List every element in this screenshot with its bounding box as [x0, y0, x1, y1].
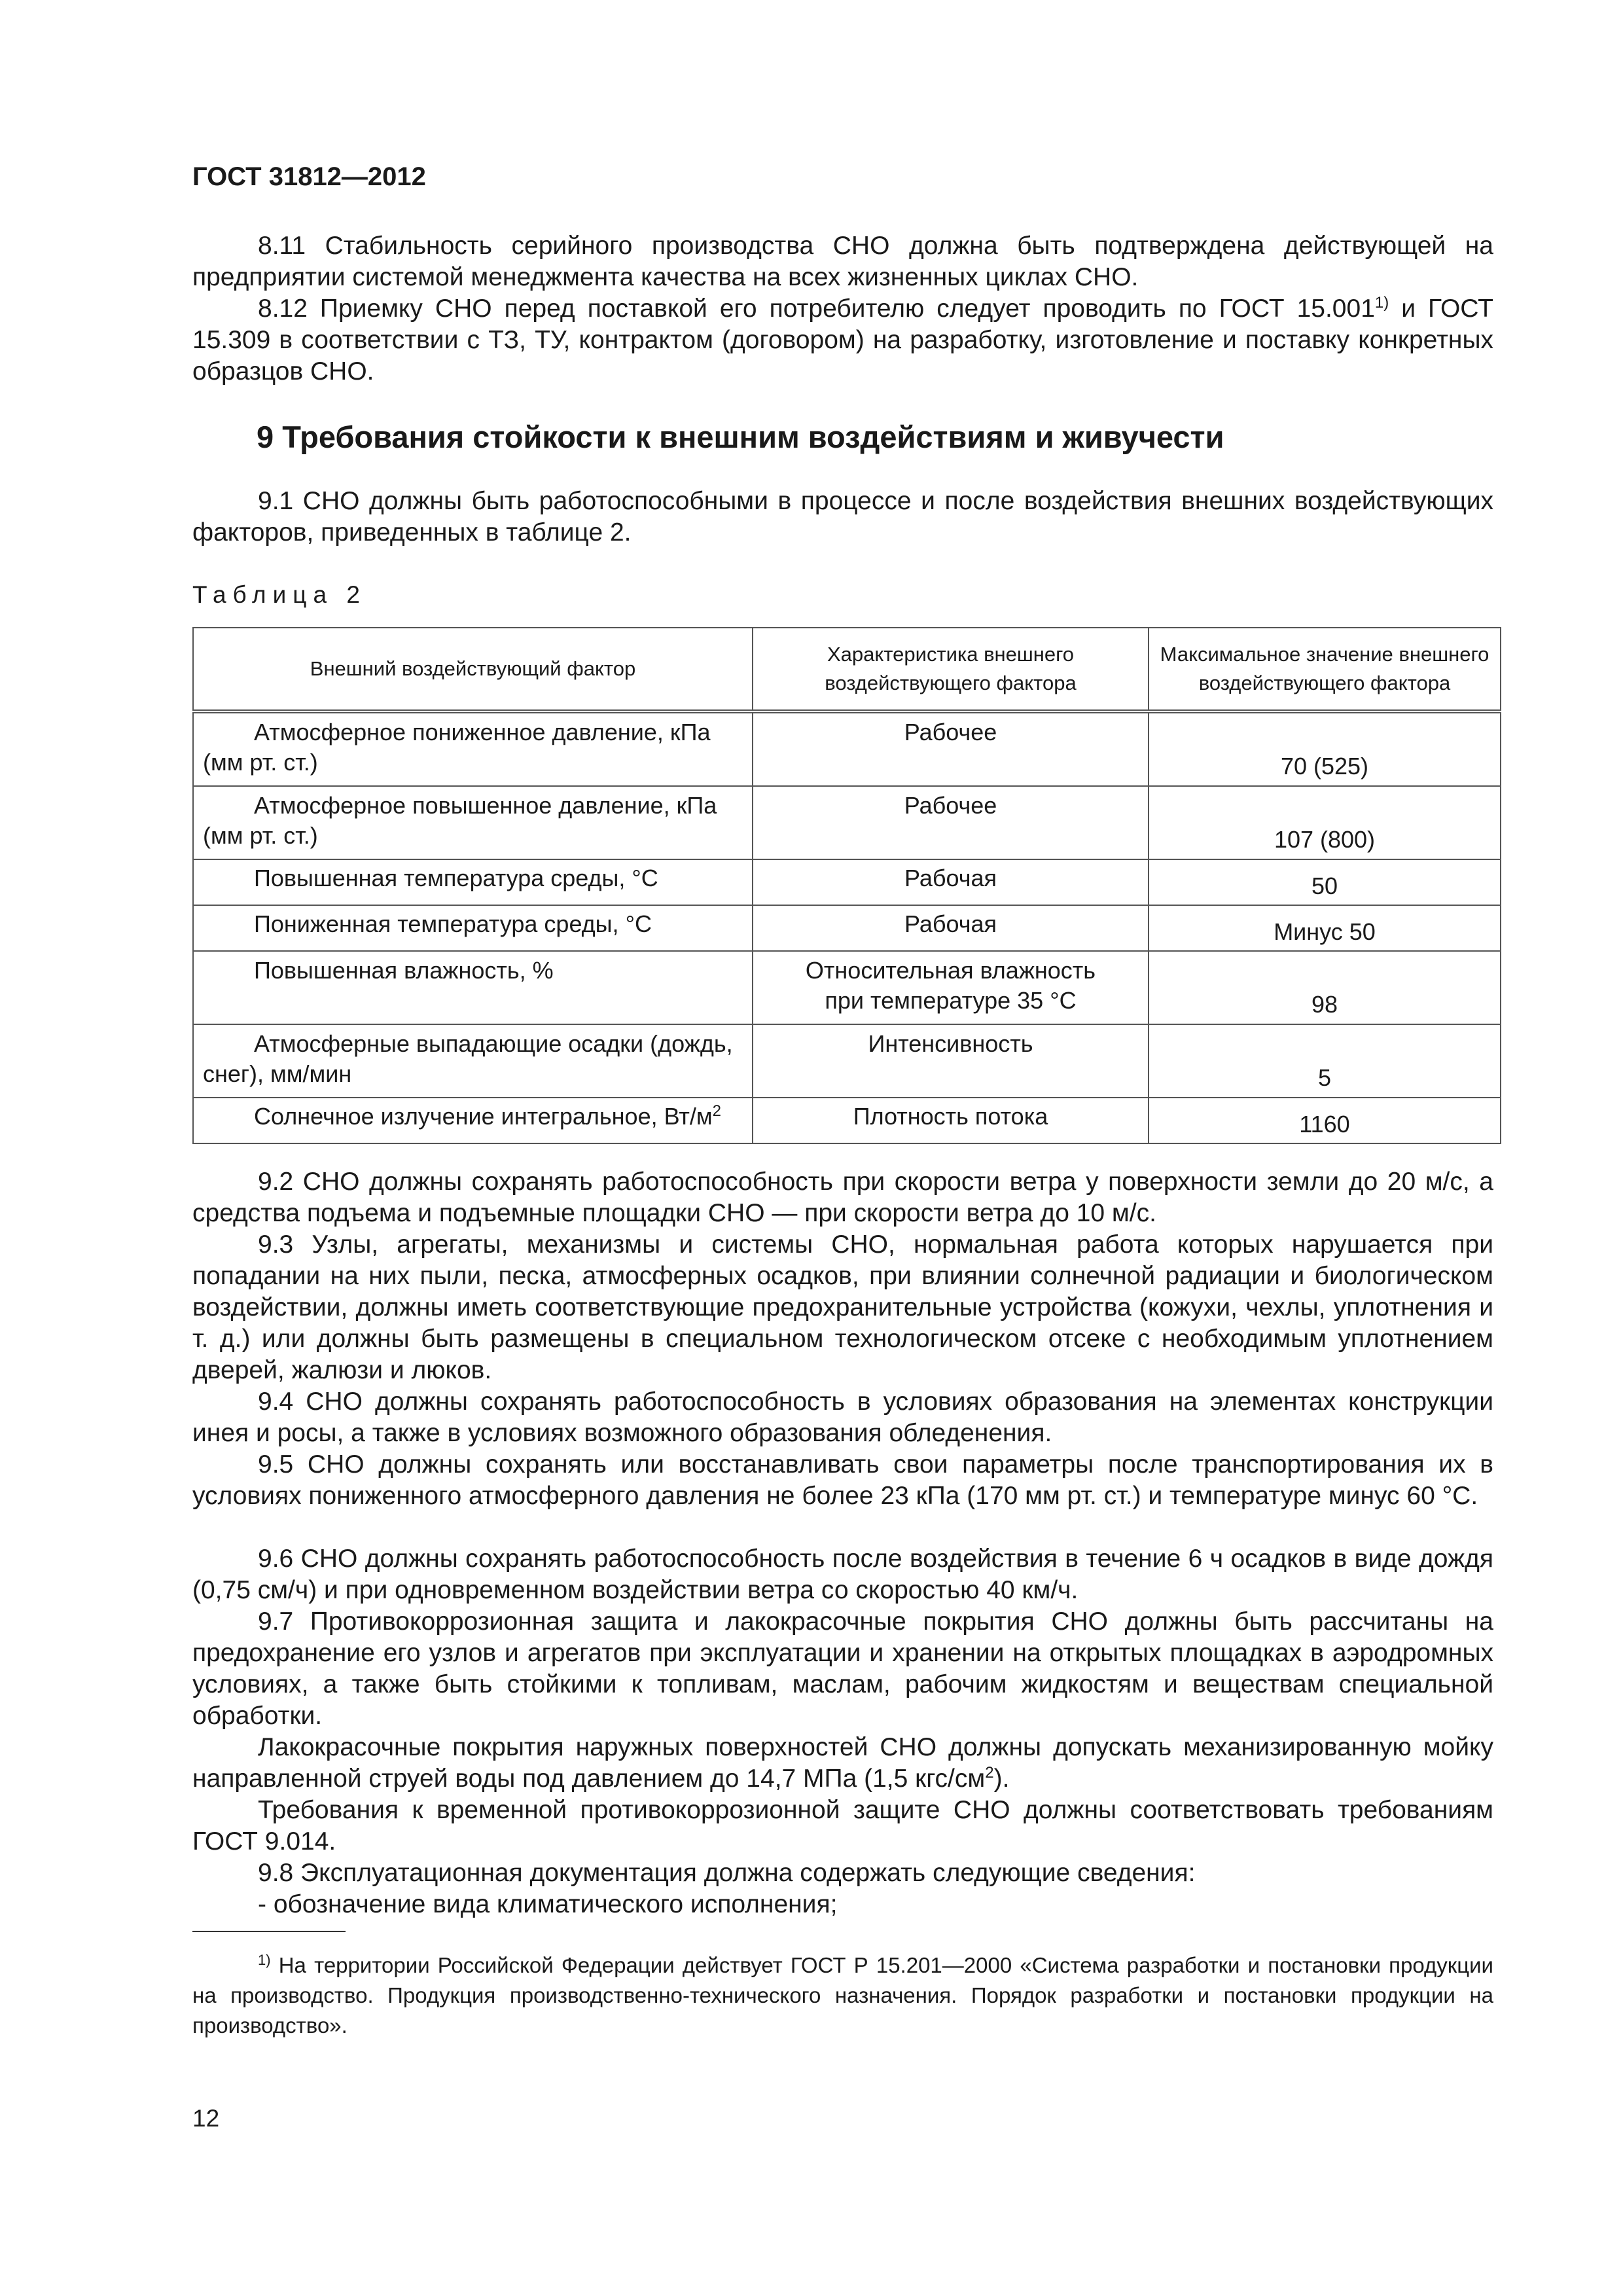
factor-line: Повышенная влажность, %	[254, 957, 554, 984]
value-cell: 1160	[1149, 1098, 1501, 1143]
factor-cell	[193, 1024, 753, 1098]
factor-cell	[193, 951, 753, 1024]
factor-line: (мм рт. ст.)	[203, 822, 318, 849]
factor-cell	[193, 1098, 753, 1143]
footnote-text: На территории Российской Федерации действует ГОСТ Р 15.201—2000 «Система разработки и постановки продукции на производство. Продукция производственно-технического назначения. Порядок разработки и постановки продукции на производство».	[192, 1953, 1493, 2037]
page-number: 12	[192, 2105, 220, 2132]
characteristic-cell: Рабочая	[753, 905, 1149, 951]
factor-line	[203, 1102, 743, 1132]
footnote-divider	[192, 1931, 346, 1932]
factor-cell	[193, 859, 753, 905]
table-row	[193, 905, 1501, 951]
table-caption: Таблица 2	[192, 581, 366, 608]
paragraph-9-1: 9.1 СНО должны быть работоспособными в процессе и после воздействия внешних воздействующих факторов, приведенных в таблице 2.	[192, 487, 1493, 547]
paragraph-9-4: 9.4 СНО должны сохранять работоспособность в условиях образования на элементах конструкции инея и росы, а также в условиях возможного образования обледенения.	[192, 1388, 1493, 1447]
paragraph-8-12-text-b: и ГОСТ 15.309 в соответствии с ТЗ, ТУ, контрактом (договором) на разработку, изготовление и поставку конкретных образцов СНО.	[192, 295, 1493, 386]
superscript: 2	[712, 1102, 722, 1120]
factor-line: Атмосферное повышенное давление, кПа	[254, 792, 717, 819]
characteristic-cell	[753, 951, 1149, 1024]
paragraph-8-12	[192, 293, 1493, 387]
paragraph-8-12-text-a: 8.12 Приемку СНО перед поставкой его потребителю следует проводить по ГОСТ 15.001	[258, 295, 1375, 323]
paint-text-a: Лакокрасочные покрытия наружных поверхностей СНО должны допускать механизированную мойку направленной струей воды под давлением до 14,7 МПа (1,5 кгс/см	[192, 1733, 1493, 1793]
value-cell: 107 (800)	[1149, 786, 1501, 859]
value-cell: 5	[1149, 1024, 1501, 1098]
factor-line: Атмосферные выпадающие осадки (дождь,	[254, 1030, 733, 1057]
factor-cell	[193, 905, 753, 951]
characteristic-line: Относительная влажность	[805, 957, 1096, 984]
paragraph-9-3: 9.3 Узлы, агрегаты, механизмы и системы СНО, нормальная работа которых нарушается при попадании на них пыли, песка, атмосферных осадков, при влиянии солнечной радиации и биологическом воздействии, должны иметь соответствующие предохранительные устройства (кожухи, чехлы, уплотнения и т. д.) или должны быть размещены в специальном технологическом отсеке с необходимым уплотнением дверей, жалюзи и люков.	[192, 1230, 1493, 1384]
paragraph-9-6: 9.6 СНО должны сохранять работоспособность после воздействия в течение 6 ч осадков в виде дождя (0,75 см/ч) и при одновременном воздействии ветра со скоростью 40 км/ч.	[192, 1545, 1493, 1604]
header-characteristic: Характеристика внешнего воздействующего фактора	[753, 628, 1149, 711]
list-item: - обозначение вида климатического исполнения;	[258, 1890, 838, 1918]
section-9-title: 9 Требования стойкости к внешним воздействиям и живучести	[257, 420, 1224, 454]
value-cell: 98	[1149, 951, 1501, 1024]
value-cell: 50	[1149, 859, 1501, 905]
factor-line: Атмосферное пониженное давление, кПа	[254, 719, 711, 745]
factor-cell	[193, 786, 753, 859]
table-row	[193, 786, 1501, 859]
superscript: 2	[985, 1764, 994, 1782]
paragraph-9-5: 9.5 СНО должны сохранять или восстанавливать свои параметры после транспортирования их в условиях пониженного атмосферного давления не более 23 кПа (170 мм рт. ст.) и температуре минус 60 °С.	[192, 1450, 1493, 1510]
table-row	[193, 859, 1501, 905]
characteristic-cell: Рабочее	[753, 786, 1149, 859]
factor-line: Повышенная температура среды, °С	[254, 865, 658, 891]
climatic-factors-table	[192, 627, 1501, 1144]
document-code-header: ГОСТ 31812—2012	[192, 162, 426, 191]
footnote-reference-1: 1)	[1374, 294, 1389, 312]
value-cell: 70 (525)	[1149, 711, 1501, 786]
factor-line: снег), мм/мин	[203, 1060, 352, 1087]
factor-line: (мм рт. ст.)	[203, 749, 318, 776]
factor-text: Солнечное излучение интегральное, Вт/м	[254, 1103, 713, 1130]
footnote	[192, 1950, 1493, 2041]
paragraph-9-8: 9.8 Эксплуатационная документация должна содержать следующие сведения:	[258, 1859, 1196, 1887]
header-factor: Внешний воздействующий фактор	[193, 628, 753, 711]
header-max-value: Максимальное значение внешнего воздействующего фактора	[1149, 628, 1501, 711]
characteristic-cell: Рабочая	[753, 859, 1149, 905]
table-row	[193, 951, 1501, 1024]
table-header-row	[193, 628, 1501, 711]
footnote-marker: 1)	[258, 1952, 271, 1968]
characteristic-cell: Интенсивность	[753, 1024, 1149, 1098]
characteristic-cell: Плотность потока	[753, 1098, 1149, 1143]
table-row	[193, 1024, 1501, 1098]
paragraph-9-7: 9.7 Противокоррозионная защита и лакокрасочные покрытия СНО должны быть рассчитаны на предохранение его узлов и агрегатов при эксплуатации и хранении на открытых площадках в аэродромных условиях, а также быть стойкими к топливам, маслам, рабочим жидкостям и веществам специальной обработки.	[192, 1607, 1493, 1730]
characteristic-cell: Рабочее	[753, 711, 1149, 786]
factor-line: Пониженная температура среды, °С	[254, 910, 652, 937]
factor-cell	[193, 711, 753, 786]
paragraph-paint-coating	[192, 1732, 1493, 1795]
paragraph-corrosion-protection: Требования к временной противокоррозионной защите СНО должны соответствовать требованиям ГОСТ 9.014.	[192, 1796, 1493, 1856]
paragraph-8-11: 8.11 Стабильность серийного производства СНО должна быть подтверждена действующей на предприятии системой менеджмента качества на всех жизненных циклах СНО.	[192, 232, 1493, 291]
paragraph-9-2: 9.2 СНО должны сохранять работоспособность при скорости ветра у поверхности земли до 20 м/с, а средства подъема и подъемные площадки СНО — при скорости ветра до 10 м/с.	[192, 1168, 1493, 1227]
table-row	[193, 1098, 1501, 1143]
characteristic-line: при температуре 35 °С	[825, 987, 1077, 1014]
value-cell: Минус 50	[1149, 905, 1501, 951]
table-row	[193, 711, 1501, 786]
paint-text-b: ).	[993, 1765, 1010, 1793]
